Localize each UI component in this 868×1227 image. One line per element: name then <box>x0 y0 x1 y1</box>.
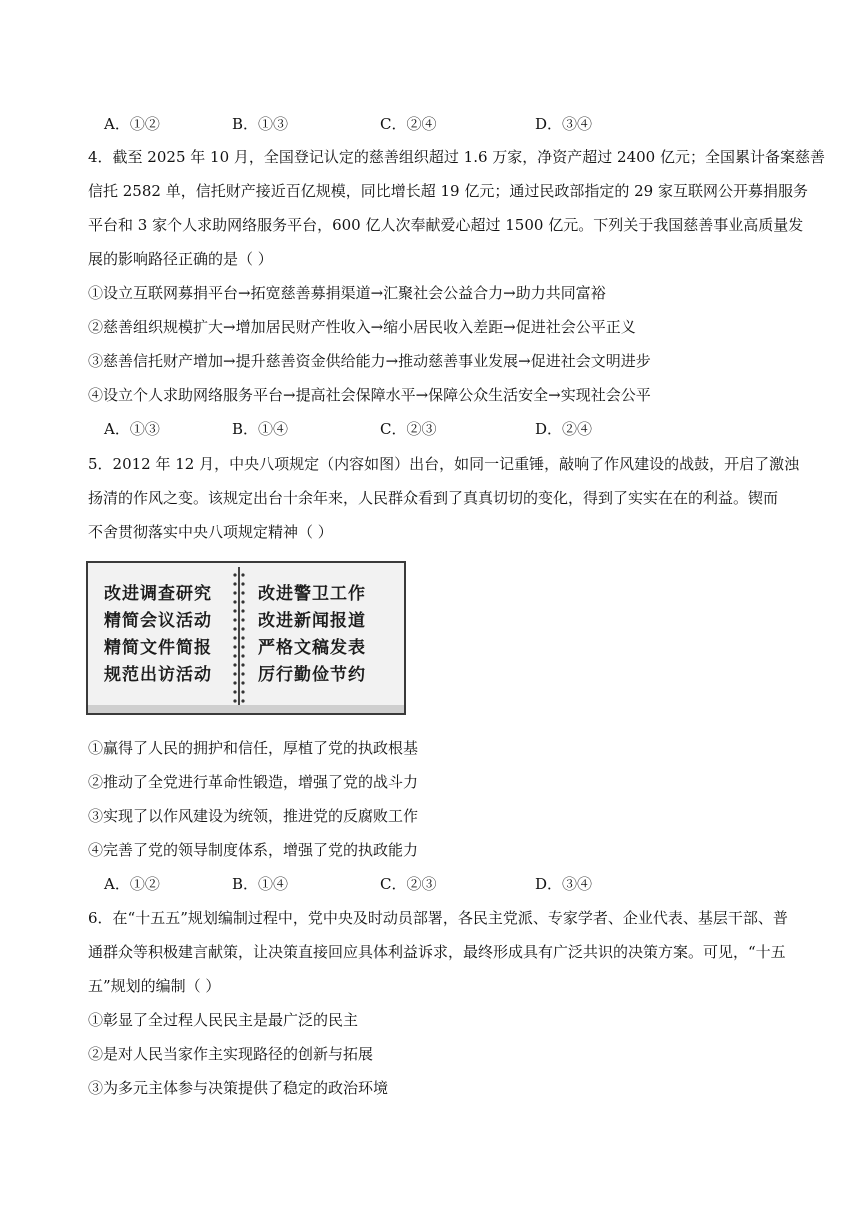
q4-option-b[interactable]: B．①④ <box>232 420 289 438</box>
q3-option-a[interactable]: A．①② <box>104 115 160 133</box>
figure-left-item-4: 规范出访活动 <box>104 665 212 685</box>
q4-item-2: ②慈善组织规模扩大→增加居民财产性收入→缩小居民收入差距→促进社会公平正义 <box>88 318 636 336</box>
figure-left-item-3: 精简文件简报 <box>104 638 212 658</box>
q5-item-3: ③实现了以作风建设为统领，推进党的反腐败工作 <box>88 807 419 825</box>
q5-item-1: ①赢得了人民的拥护和信任，厚植了党的执政根基 <box>88 739 419 757</box>
q5-item-4: ④完善了党的领导制度体系，增强了党的执政能力 <box>88 841 419 859</box>
q5-option-b[interactable]: B．①④ <box>232 875 289 893</box>
q3-option-b[interactable]: B．①③ <box>232 115 289 133</box>
figure-right-item-3: 严格文稿发表 <box>258 638 366 658</box>
q4-option-d[interactable]: D．②④ <box>535 420 593 438</box>
q3-option-d[interactable]: D．③④ <box>535 115 593 133</box>
q4-item-4: ④设立个人求助网络服务平台→提高社会保障水平→保障公众生活安全→实现社会公平 <box>88 386 651 404</box>
eight-rules-figure <box>86 561 406 715</box>
q4-option-c[interactable]: C．②③ <box>380 420 437 438</box>
figure-bottom-shadow <box>88 705 404 713</box>
q6-stem-line-3: 五”规划的编制（ ） <box>88 977 221 995</box>
q3-option-c[interactable]: C．②④ <box>380 115 437 133</box>
figure-left-item-2: 精简会议活动 <box>104 611 212 631</box>
figure-right-item-4: 厉行勤俭节约 <box>258 665 366 685</box>
figure-right-item-1: 改进警卫工作 <box>258 584 366 604</box>
q4-stem-line-4: 展的影响路径正确的是（ ） <box>88 250 273 268</box>
q4-stem-line-2: 信托 2582 单，信托财产接近百亿规模，同比增长超 19 亿元；通过民政部指定的 29 家互联网公开募捐服务 <box>88 182 808 200</box>
q5-item-2: ②推动了全党进行革命性锻造，增强了党的战斗力 <box>88 773 419 791</box>
q4-options <box>104 419 724 439</box>
q5-stem-line-3: 不舍贯彻落实中央八项规定精神（ ） <box>88 523 333 541</box>
figure-left-item-1: 改进调查研究 <box>104 584 212 604</box>
figure-right-item-2: 改进新闻报道 <box>258 611 366 631</box>
q6-item-2: ②是对人民当家作主实现路径的创新与拓展 <box>88 1045 374 1063</box>
q6-stem-line-2: 通群众等积极建言献策，让决策直接回应具体利益诉求，最终形成具有广泛共识的决策方案。可见，“十五 <box>88 943 786 961</box>
q6-stem-line-1: 6．在“十五五”规划编制过程中，党中央及时动员部署，各民主党派、专家学者、企业代表、基层干部、普 <box>88 909 788 927</box>
figure-right-column <box>258 581 366 689</box>
q3-options <box>104 114 724 134</box>
q5-stem-line-1: 5．2012 年 12 月，中央八项规定（内容如图）出台，如同一记重锤，敲响了作风建设的战鼓，开启了激浊 <box>88 455 800 473</box>
q4-item-3: ③慈善信托财产增加→提升慈善资金供给能力→推动慈善事业发展→促进社会文明进步 <box>88 352 651 370</box>
q5-option-d[interactable]: D．③④ <box>535 875 593 893</box>
figure-left-column <box>104 581 212 689</box>
q4-stem-line-1: 4．截至 2025 年 10 月，全国登记认定的慈善组织超过 1.6 万家，净资产超过 2400 亿元；全国累计备案慈善 <box>88 148 825 166</box>
q4-item-1: ①设立互联网募捐平台→拓宽慈善募捐渠道→汇聚社会公益合力→助力共同富裕 <box>88 284 606 302</box>
q5-option-c[interactable]: C．②③ <box>380 875 437 893</box>
q5-options <box>104 874 724 894</box>
notebook-spiral-icon <box>232 567 246 709</box>
q4-option-a[interactable]: A．①③ <box>104 420 160 438</box>
q6-item-1: ①彰显了全过程人民民主是最广泛的民主 <box>88 1011 359 1029</box>
q5-option-a[interactable]: A．①② <box>104 875 160 893</box>
q5-stem-line-2: 扬清的作风之变。该规定出台十余年来，人民群众看到了真真切切的变化，得到了实实在在的利益。锲而 <box>88 489 779 507</box>
q6-item-3: ③为多元主体参与决策提供了稳定的政治环境 <box>88 1079 389 1097</box>
q4-stem-line-3: 平台和 3 家个人求助网络服务平台，600 亿人次奉献爱心超过 1500 亿元。下列关于我国慈善事业高质量发 <box>88 216 804 234</box>
